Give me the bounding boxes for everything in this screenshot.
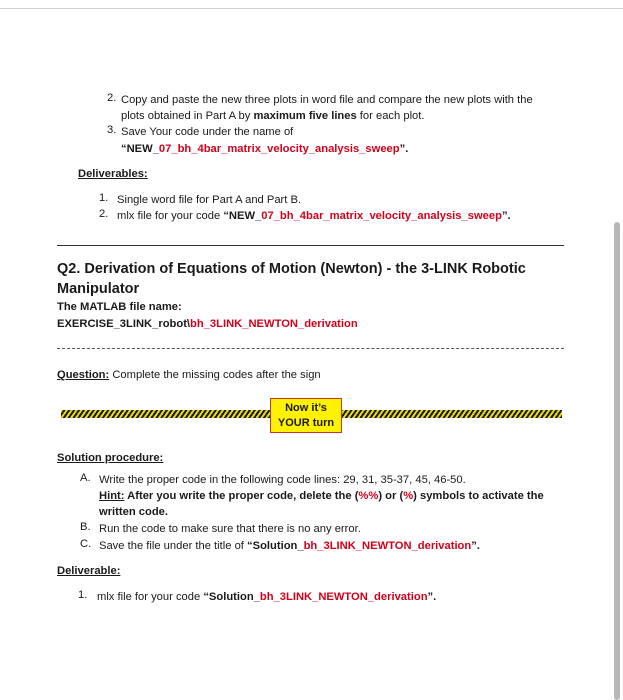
step-b-text: Run the code to make sure that there is no any error. <box>99 523 361 535</box>
callout-line1: Now it’s <box>285 401 327 414</box>
step-letter: B. <box>80 521 91 533</box>
section-divider <box>57 245 564 246</box>
list-number: 1. <box>78 589 88 601</box>
callout-line2: YOUR turn <box>277 416 335 429</box>
step-letter: A. <box>80 472 91 484</box>
hazard-stripe-right <box>341 410 562 418</box>
step-a-hint-line2: written code. <box>99 506 168 518</box>
q2-title-line1: Q2. Derivation of Equations of Motion (Newton) - the 3-LINK Robotic <box>57 261 526 277</box>
list-number: 2. <box>99 208 109 220</box>
top-border <box>0 8 623 9</box>
step-letter: C. <box>80 538 92 550</box>
list-number: 2. <box>107 92 117 104</box>
step-a-text: Write the proper code in the following code lines: 29, 31, 35-37, 45, 46-50. <box>99 474 466 486</box>
list-number: 3. <box>107 124 117 136</box>
dashed-divider <box>57 348 564 349</box>
list-item-2-line1: Copy and paste the new three plots in word file and compare the new plots with the <box>121 94 533 106</box>
deliverable-heading: Deliverable: <box>57 565 121 577</box>
deliverable-item-1: Single word file for Part A and Part B. <box>117 194 302 206</box>
list-item-2-line2: plots obtained in Part A by maximum five lines for each plot. <box>121 110 425 122</box>
deliverables-heading: Deliverables: <box>78 168 148 180</box>
solution-heading: Solution procedure: <box>57 452 164 464</box>
list-item-3-filename: “NEW_07_bh_4bar_matrix_velocity_analysis_sweep”. <box>121 143 409 155</box>
matlab-file-name: EXERCISE_3LINK_robot\bh_3LINK_NEWTON_derivation <box>57 318 358 330</box>
step-a-hint: Hint: After you write the proper code, delete the (%%) or (%) symbols to activate the <box>99 490 544 502</box>
list-number: 1. <box>99 192 109 204</box>
scrollbar[interactable] <box>614 222 620 700</box>
your-turn-callout <box>270 398 342 433</box>
question-text: Question: Complete the missing codes after the sign <box>57 369 321 381</box>
matlab-file-label: The MATLAB file name: <box>57 301 182 313</box>
step-c-text: Save the file under the title of “Solution_bh_3LINK_NEWTON_derivation”. <box>99 540 480 552</box>
deliverable-item: mlx file for your code “Solution_bh_3LINK_NEWTON_derivation”. <box>97 591 437 603</box>
hazard-stripe-left <box>61 410 270 418</box>
q2-title-line2: Manipulator <box>57 281 140 297</box>
deliverable-item-2: mlx file for your code “NEW_07_bh_4bar_matrix_velocity_analysis_sweep”. <box>117 210 511 222</box>
list-item-3-line1: Save Your code under the name of <box>121 126 294 138</box>
